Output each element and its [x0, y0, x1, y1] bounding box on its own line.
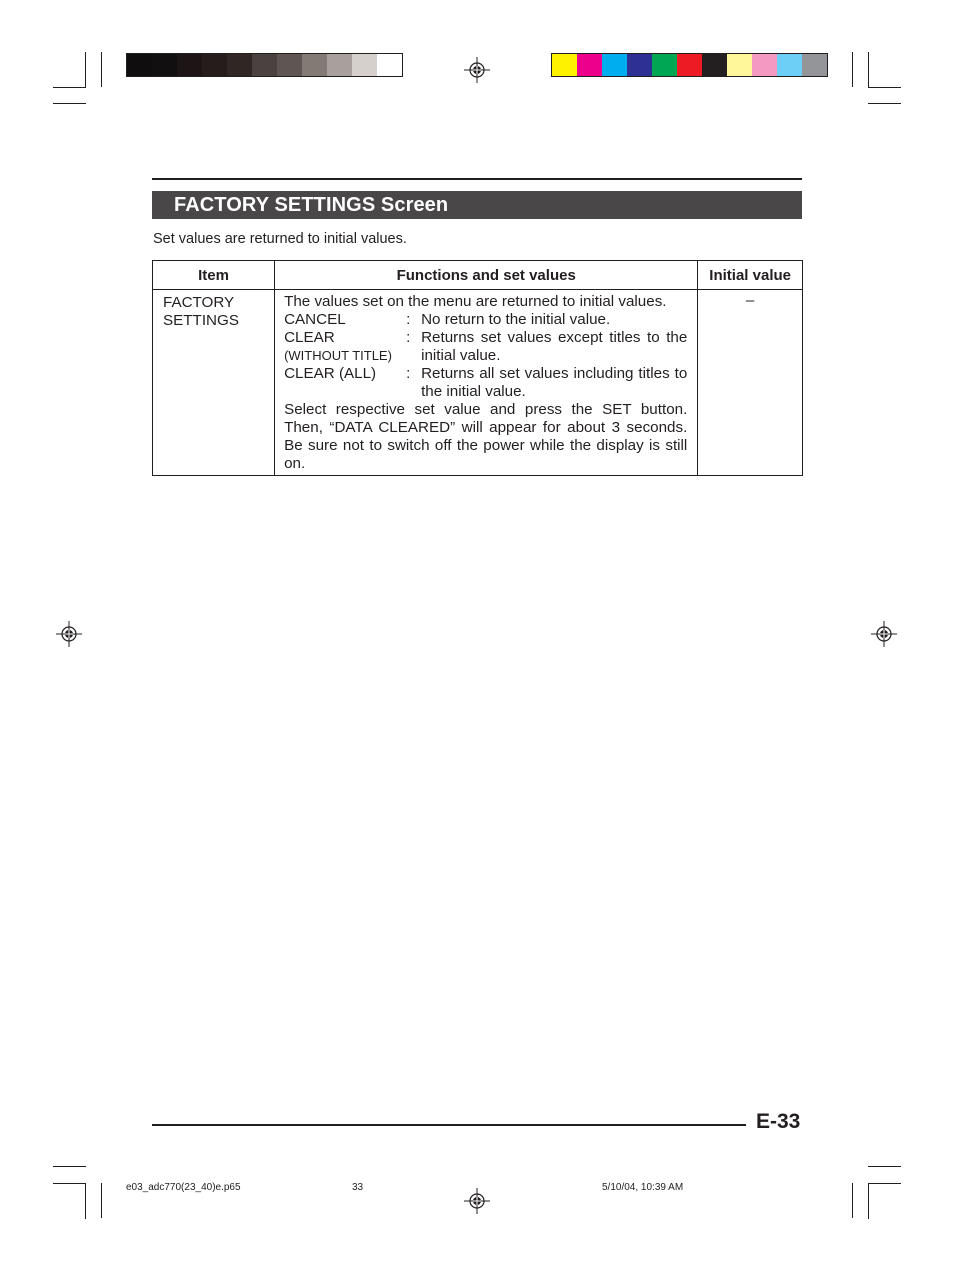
color-swatch	[602, 54, 627, 76]
table-header-row	[153, 261, 803, 290]
option-clear-all	[284, 365, 687, 401]
color-swatch	[677, 54, 702, 76]
color-swatch	[152, 54, 177, 76]
section-rule	[152, 178, 802, 180]
color-swatch-bar	[551, 53, 828, 77]
gray-swatch-bar	[126, 53, 403, 77]
color-swatch	[802, 54, 827, 76]
color-swatch	[252, 54, 277, 76]
slug-filename: e03_adc770(23_40)e.p65	[126, 1182, 241, 1193]
color-swatch	[777, 54, 802, 76]
color-swatch	[302, 54, 327, 76]
color-swatch	[352, 54, 377, 76]
color-swatch	[327, 54, 352, 76]
color-swatch	[652, 54, 677, 76]
item-cell	[153, 290, 275, 476]
color-swatch	[127, 54, 152, 76]
footer-rule	[152, 1124, 746, 1126]
color-swatch	[177, 54, 202, 76]
page-number: E-33	[756, 1110, 801, 1133]
color-swatch	[227, 54, 252, 76]
option-key: CLEAR (ALL)	[284, 365, 377, 382]
item-name-line: SETTINGS	[163, 312, 239, 329]
color-swatch	[552, 54, 577, 76]
table-row	[153, 290, 803, 476]
slug-timestamp: 5/10/04, 10:39 AM	[602, 1182, 684, 1193]
color-swatch	[202, 54, 227, 76]
option-colon: :	[406, 311, 411, 328]
header-item: Item	[153, 261, 275, 290]
registration-mark-icon	[464, 57, 490, 83]
lead-text: The values set on the menu are returned to initial values.	[284, 293, 667, 310]
option-desc: Returns set values except titles to the initial value.	[421, 329, 688, 364]
option-colon: :	[406, 365, 411, 382]
color-swatch	[627, 54, 652, 76]
color-swatch	[752, 54, 777, 76]
option-desc: Returns all set values including titles to the initial value.	[421, 365, 688, 400]
section-heading-band	[152, 191, 802, 219]
option-desc: No return to the initial value.	[421, 311, 611, 328]
option-clear	[284, 329, 687, 365]
color-swatch	[727, 54, 752, 76]
functions-cell	[275, 290, 698, 476]
color-swatch	[277, 54, 302, 76]
registration-mark-icon	[871, 621, 897, 647]
settings-table	[152, 260, 803, 476]
color-swatch	[577, 54, 602, 76]
option-key: CANCEL	[284, 311, 346, 328]
option-cancel	[284, 311, 687, 329]
color-swatch	[377, 54, 402, 76]
initial-value-cell: –	[698, 290, 803, 476]
option-key: CLEAR	[284, 329, 335, 346]
item-name-line: FACTORY	[163, 294, 235, 311]
color-swatch	[702, 54, 727, 76]
option-colon: :	[406, 329, 411, 346]
slug-page: 33	[352, 1182, 364, 1193]
header-initial-value: Initial value	[698, 261, 803, 290]
header-functions: Functions and set values	[275, 261, 698, 290]
intro-text: Set values are returned to initial values.	[153, 231, 407, 247]
registration-mark-icon	[464, 1188, 490, 1214]
option-subkey: (WITHOUT TITLE)	[284, 348, 392, 363]
registration-mark-icon	[56, 621, 82, 647]
section-title: FACTORY SETTINGS Screen	[174, 194, 449, 216]
note-text: Select respective set value and press the SET button. Then, “DATA CLEARED” will appear for about 3 seconds. Be sure not to switch off the power while the display is still on.	[284, 401, 688, 472]
